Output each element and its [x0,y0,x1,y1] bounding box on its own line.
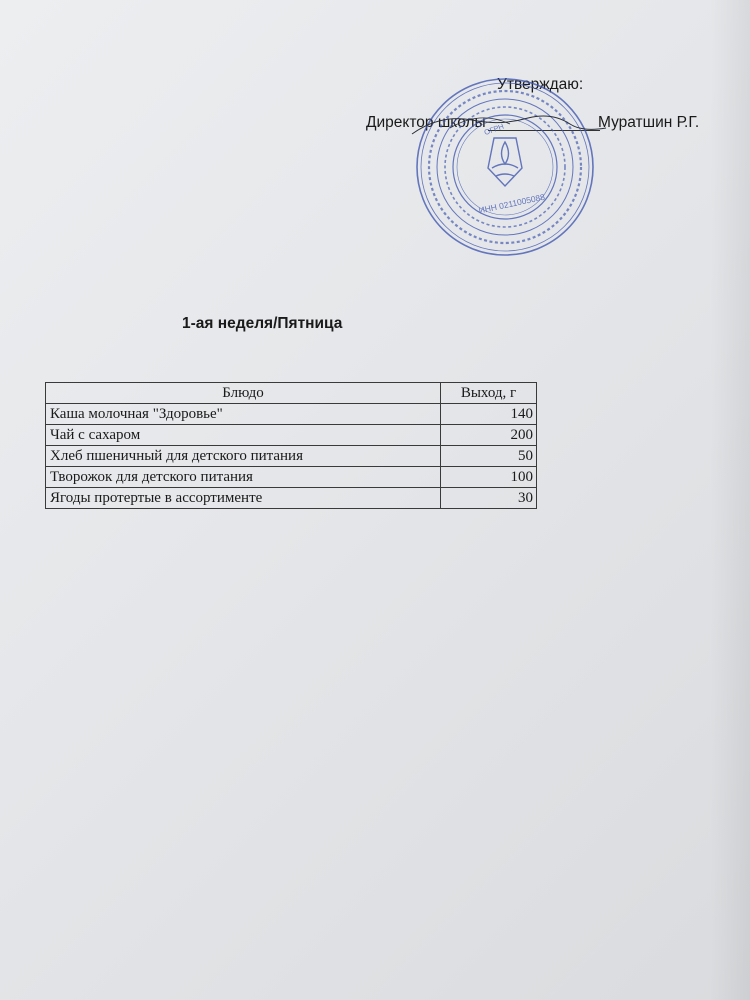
table-row [46,488,537,509]
stamp-ogrn: ОГРН [482,121,506,138]
emblem-icon [488,138,522,186]
table-row [46,404,537,425]
director-name: Муратшин Р.Г. [598,114,700,131]
dish-cell: Хлеб пшеничный для детского питания [46,446,441,467]
dish-cell: Ягоды протертые в ассортименте [46,488,441,509]
yield-cell: 100 [441,467,537,488]
dish-cell: Творожок для детского питания [46,467,441,488]
dish-cell: Чай с сахаром [46,425,441,446]
column-header-yield: Выход, г [441,383,537,404]
page-title: 1-ая неделя/Пятница [182,315,343,332]
yield-cell: 140 [441,404,537,425]
paper-shadow [710,0,750,1000]
stamp-inn: ИНН 0211005088 [477,191,546,216]
table-row [46,425,537,446]
dish-cell: Каша молочная "Здоровье" [46,404,441,425]
table-header-row [46,383,537,404]
table-row [46,446,537,467]
yield-cell: 50 [441,446,537,467]
director-signature [410,104,610,144]
approval-label: Утверждаю: [497,76,584,93]
director-position: Директор школы [366,114,486,131]
yield-cell: 200 [441,425,537,446]
yield-cell: 30 [441,488,537,509]
column-header-dish: Блюдо [46,383,441,404]
menu-table [45,382,537,509]
table-row [46,467,537,488]
